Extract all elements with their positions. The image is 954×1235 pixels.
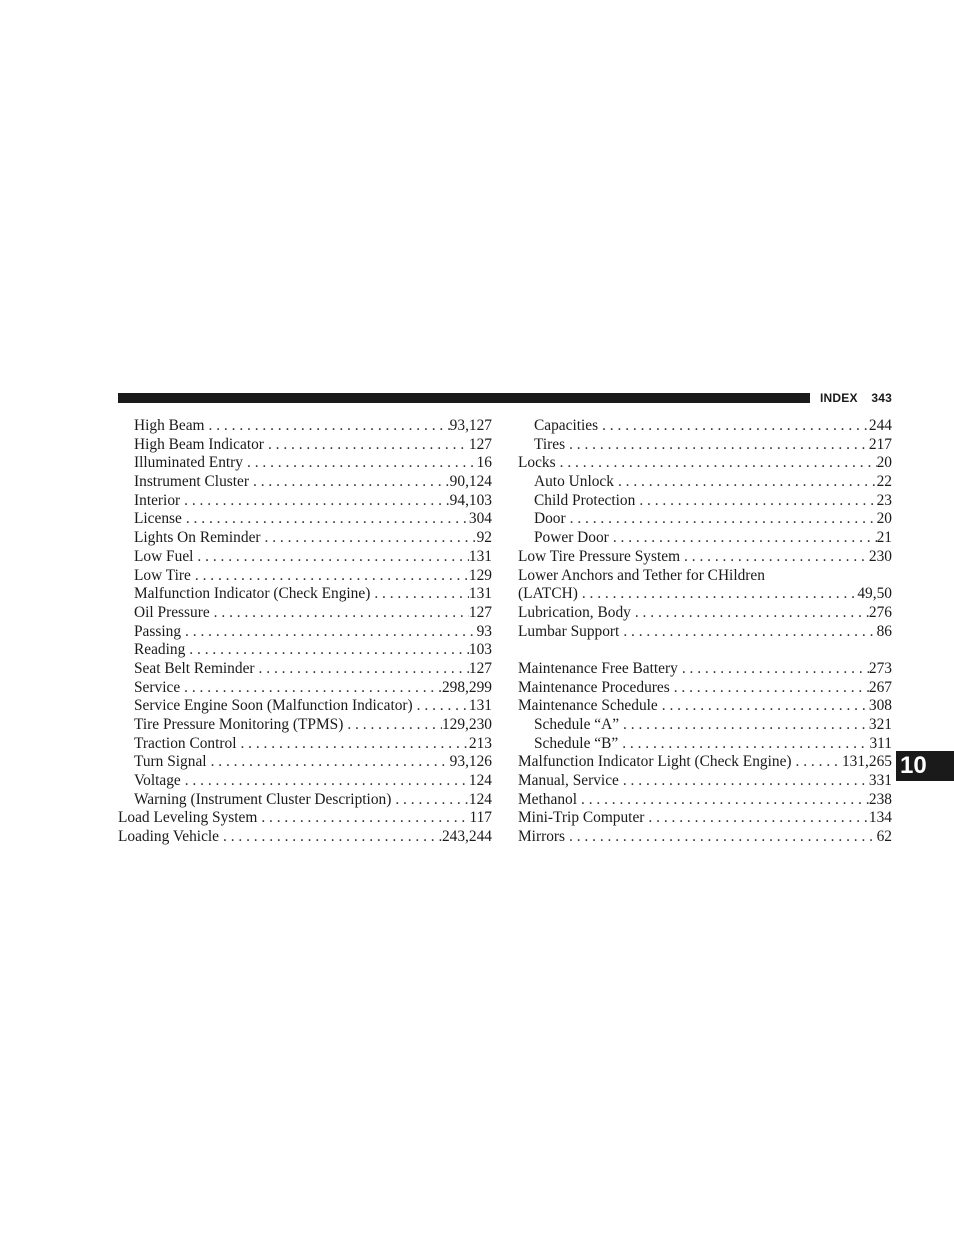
dot-leader bbox=[565, 436, 869, 455]
dot-leader bbox=[370, 585, 469, 604]
index-term: Power Door bbox=[534, 529, 609, 547]
index-page-ref: 127 bbox=[468, 435, 492, 453]
index-entry bbox=[118, 548, 492, 567]
dot-leader bbox=[792, 753, 842, 772]
dot-leader bbox=[207, 753, 450, 772]
index-term: Tires bbox=[534, 435, 566, 453]
index-term: Locks bbox=[518, 454, 556, 472]
dot-leader bbox=[243, 454, 477, 473]
index-page-ref: 93 bbox=[476, 622, 492, 640]
dot-leader bbox=[680, 548, 869, 567]
index-page-ref: 20 bbox=[876, 510, 892, 528]
index-entry bbox=[518, 454, 892, 473]
index-entry bbox=[118, 492, 492, 511]
index-page-ref: 267 bbox=[868, 678, 892, 696]
index-page-ref: 298,299 bbox=[441, 678, 492, 696]
index-entry bbox=[518, 473, 892, 492]
index-term: Illuminated Entry bbox=[134, 454, 243, 472]
page-number: 343 bbox=[871, 391, 892, 405]
dot-leader bbox=[614, 473, 877, 492]
index-entry bbox=[118, 735, 492, 754]
dot-leader bbox=[236, 735, 468, 754]
index-page-ref: 62 bbox=[876, 828, 892, 846]
index-term: Manual, Service bbox=[518, 772, 619, 790]
index-page-ref: 22 bbox=[876, 473, 892, 491]
index-entry bbox=[518, 809, 892, 828]
index-term: Mini-Trip Computer bbox=[518, 809, 645, 827]
index-spacer bbox=[518, 641, 892, 660]
index-entry bbox=[118, 753, 492, 772]
index-term: Voltage bbox=[134, 772, 181, 790]
index-term: Malfunction Indicator Light (Check Engine) bbox=[518, 753, 792, 771]
dot-leader bbox=[619, 716, 869, 735]
dot-leader bbox=[577, 791, 869, 810]
index-page-ref: 117 bbox=[469, 809, 492, 827]
index-entry bbox=[518, 548, 892, 567]
index-page-ref: 93,127 bbox=[449, 417, 492, 434]
index-term: License bbox=[134, 510, 182, 528]
index-term: Door bbox=[534, 510, 566, 528]
index-page-ref: 131,265 bbox=[841, 753, 892, 771]
index-term: Child Protection bbox=[534, 491, 636, 509]
dot-leader bbox=[191, 567, 469, 586]
index-entry bbox=[118, 436, 492, 455]
index-entry bbox=[518, 604, 892, 623]
index-page-ref: 321 bbox=[868, 716, 892, 733]
index-entry bbox=[118, 660, 492, 679]
index-page-ref: 49,50 bbox=[857, 585, 892, 603]
index-term: Interior bbox=[134, 491, 181, 509]
dot-leader bbox=[635, 492, 876, 511]
index-term: Maintenance Procedures bbox=[518, 678, 670, 696]
index-entry bbox=[518, 417, 892, 436]
index-page-ref: 16 bbox=[476, 454, 492, 472]
index-page-ref: 94,103 bbox=[449, 491, 492, 509]
index-page-ref: 273 bbox=[868, 659, 892, 677]
chapter-tab: 10 bbox=[896, 751, 954, 781]
index-entry bbox=[518, 716, 892, 735]
index-entry bbox=[518, 585, 892, 604]
index-entry bbox=[118, 473, 492, 492]
index-page-ref: 131 bbox=[468, 697, 492, 715]
index-column-right bbox=[518, 417, 892, 847]
dot-leader bbox=[618, 735, 869, 754]
index-term: High Beam bbox=[134, 417, 205, 434]
running-header bbox=[820, 389, 892, 407]
index-term: Maintenance Schedule bbox=[518, 697, 658, 715]
index-term: Lights On Reminder bbox=[134, 529, 261, 547]
index-page-ref: 90,124 bbox=[449, 473, 492, 491]
index-page-ref: 131 bbox=[468, 585, 492, 603]
dot-leader bbox=[566, 510, 877, 529]
index-page-ref: 134 bbox=[868, 809, 892, 827]
index-term: Methanol bbox=[518, 790, 577, 808]
dot-leader bbox=[391, 791, 469, 810]
dot-leader bbox=[261, 529, 477, 548]
dot-leader bbox=[180, 492, 450, 511]
index-entry bbox=[118, 791, 492, 810]
index-term: Lumbar Support bbox=[518, 622, 620, 640]
index-entry bbox=[518, 492, 892, 511]
dot-leader bbox=[644, 809, 868, 828]
index-term: Loading Vehicle bbox=[118, 828, 220, 846]
index-entry bbox=[118, 585, 492, 604]
index-term: Seat Belt Reminder bbox=[134, 659, 255, 677]
index-entry bbox=[518, 697, 892, 716]
index-entry bbox=[518, 772, 892, 791]
dot-leader bbox=[658, 697, 869, 716]
dot-leader bbox=[205, 417, 450, 436]
index-entry bbox=[518, 828, 892, 847]
index-term: Turn Signal bbox=[134, 753, 207, 771]
index-page-ref: 238 bbox=[868, 790, 892, 808]
index-term: Schedule “B” bbox=[534, 734, 619, 752]
index-page-ref: 304 bbox=[468, 510, 492, 528]
index-term: Auto Unlock bbox=[534, 473, 614, 491]
dot-leader bbox=[631, 604, 869, 623]
index-entry bbox=[118, 623, 492, 642]
index-entry bbox=[518, 735, 892, 754]
index-entry bbox=[518, 567, 892, 586]
index-page-ref: 93,126 bbox=[449, 753, 492, 771]
index-page-ref: 276 bbox=[868, 603, 892, 621]
index-entry bbox=[518, 623, 892, 642]
index-page-ref: 243,244 bbox=[441, 828, 492, 846]
index-entry bbox=[118, 772, 492, 791]
dot-leader bbox=[257, 809, 469, 828]
index-term: Schedule “A” bbox=[534, 716, 620, 733]
index-term: Oil Pressure bbox=[134, 603, 210, 621]
index-term: Malfunction Indicator (Check Engine) bbox=[134, 585, 371, 603]
dot-leader bbox=[219, 828, 442, 847]
dot-leader bbox=[343, 716, 442, 735]
index-entry bbox=[518, 791, 892, 810]
dot-leader bbox=[556, 454, 877, 473]
index-page-ref: 308 bbox=[868, 697, 892, 715]
index-term: Lower Anchors and Tether for CHildren bbox=[518, 566, 765, 584]
index-page-ref: 217 bbox=[868, 435, 892, 453]
index-column-left bbox=[118, 417, 492, 847]
index-term: Instrument Cluster bbox=[134, 473, 249, 491]
index-term: Low Tire Pressure System bbox=[518, 547, 681, 565]
index-entry bbox=[518, 753, 892, 772]
index-entry bbox=[118, 529, 492, 548]
index-entry bbox=[118, 604, 492, 623]
index-page-ref: 86 bbox=[876, 622, 892, 640]
index-term: Load Leveling System bbox=[118, 809, 258, 827]
index-page-ref: 20 bbox=[876, 454, 892, 472]
dot-leader bbox=[678, 660, 869, 679]
dot-leader bbox=[255, 660, 469, 679]
index-page-ref: 21 bbox=[876, 529, 892, 547]
index-entry bbox=[518, 529, 892, 548]
index-page-ref: 92 bbox=[476, 529, 492, 547]
dot-leader bbox=[670, 679, 869, 698]
index-entry bbox=[518, 436, 892, 455]
index-page-ref: 311 bbox=[869, 734, 892, 752]
index-entry bbox=[118, 828, 492, 847]
index-term: Mirrors bbox=[518, 828, 566, 846]
index-entry bbox=[518, 660, 892, 679]
index-entry bbox=[118, 641, 492, 660]
index-term: Reading bbox=[134, 641, 186, 659]
dot-leader bbox=[578, 585, 858, 604]
index-page-ref: 103 bbox=[468, 641, 492, 659]
index-entry bbox=[118, 716, 492, 735]
index-page-ref: 124 bbox=[468, 790, 492, 808]
index-entry bbox=[118, 510, 492, 529]
dot-leader bbox=[609, 529, 877, 548]
dot-leader bbox=[181, 772, 469, 791]
index-term: High Beam Indicator bbox=[134, 435, 264, 453]
index-page-ref: 131 bbox=[468, 547, 492, 565]
dot-leader bbox=[210, 604, 469, 623]
index-page-ref: 127 bbox=[468, 603, 492, 621]
dot-leader bbox=[180, 679, 442, 698]
index-page-ref: 331 bbox=[868, 772, 892, 790]
dot-leader bbox=[413, 697, 469, 716]
index-term: Service bbox=[134, 678, 181, 696]
index-term: Capacities bbox=[534, 417, 599, 434]
dot-leader bbox=[185, 641, 469, 660]
index-entry bbox=[118, 809, 492, 828]
dot-leader bbox=[565, 828, 877, 847]
index-term: Low Tire bbox=[134, 566, 191, 584]
dot-leader bbox=[182, 510, 469, 529]
index-term: Passing bbox=[134, 622, 182, 640]
dot-leader bbox=[181, 623, 477, 642]
index-page-ref: 129,230 bbox=[441, 716, 492, 733]
index-page-ref: 124 bbox=[468, 772, 492, 790]
index-page-ref: 230 bbox=[868, 547, 892, 565]
header-rule bbox=[118, 393, 810, 403]
index-entry bbox=[118, 417, 492, 436]
index-entry bbox=[118, 697, 492, 716]
index-entry bbox=[118, 679, 492, 698]
dot-leader bbox=[619, 623, 876, 642]
index-page-ref: 127 bbox=[468, 659, 492, 677]
index-term: Traction Control bbox=[134, 734, 237, 752]
index-entry bbox=[518, 679, 892, 698]
index-term: Warning (Instrument Cluster Description) bbox=[134, 790, 392, 808]
index-page-ref: 244 bbox=[868, 417, 892, 434]
dot-leader bbox=[598, 417, 869, 436]
dot-leader bbox=[264, 436, 469, 455]
dot-leader bbox=[619, 772, 869, 791]
index-page-ref: 129 bbox=[468, 566, 492, 584]
index-entry bbox=[518, 510, 892, 529]
index-term: Tire Pressure Monitoring (TPMS) bbox=[134, 716, 344, 733]
index-entry bbox=[118, 567, 492, 586]
index-page-ref: 23 bbox=[876, 491, 892, 509]
index-term: Service Engine Soon (Malfunction Indicator) bbox=[134, 697, 413, 715]
index-entry bbox=[118, 454, 492, 473]
dot-leader bbox=[249, 473, 450, 492]
index-term: Lubrication, Body bbox=[518, 603, 631, 621]
index-term: Low Fuel bbox=[134, 547, 194, 565]
index-term: (LATCH) bbox=[518, 585, 578, 603]
index-page-ref: 213 bbox=[468, 734, 492, 752]
section-title: INDEX bbox=[820, 391, 858, 405]
dot-leader bbox=[193, 548, 468, 567]
index-term: Maintenance Free Battery bbox=[518, 659, 678, 677]
